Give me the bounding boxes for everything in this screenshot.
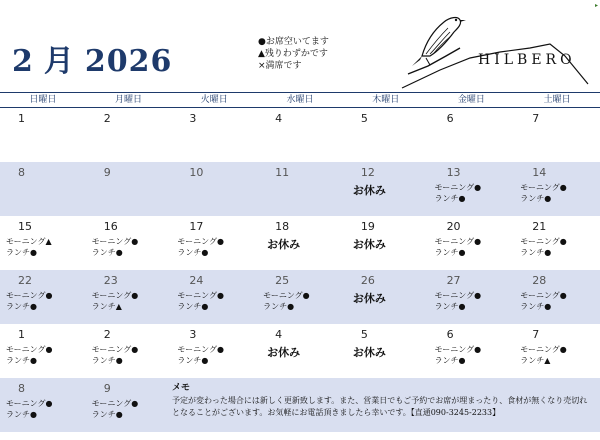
- day-cell[interactable]: [343, 270, 429, 324]
- day-number: 6: [446, 328, 454, 341]
- day-number: 26: [360, 274, 375, 287]
- day-number: 3: [189, 112, 197, 125]
- week-row: [0, 216, 600, 270]
- day-cell[interactable]: [257, 270, 343, 324]
- morning-availability: モーニング●: [6, 345, 53, 354]
- lunch-availability: ランチ●: [6, 356, 37, 365]
- morning-availability: モーニング●: [434, 291, 482, 300]
- weekday-mon: 月曜日: [115, 95, 143, 105]
- day-number: 24: [189, 274, 204, 287]
- lunch-availability: ランチ●: [520, 302, 552, 311]
- lunch-availability: ランチ●: [91, 248, 123, 257]
- day-number: 6: [446, 112, 454, 125]
- lunch-availability: ランチ●: [6, 302, 37, 311]
- morning-availability: モーニング▲: [6, 237, 52, 246]
- day-cell[interactable]: [171, 108, 257, 162]
- availability-legend: [258, 36, 329, 72]
- day-number: 9: [103, 166, 111, 179]
- morning-availability: モーニング●: [263, 291, 310, 300]
- week-row: [0, 378, 600, 432]
- day-number: 23: [103, 274, 118, 287]
- week-row: [0, 162, 600, 216]
- weekday-wed: 水曜日: [286, 95, 314, 105]
- morning-availability: モーニング●: [177, 345, 224, 354]
- legend-available: ●お席空いてます: [258, 37, 329, 47]
- week-row: [0, 324, 600, 378]
- day-cell[interactable]: [514, 324, 600, 378]
- closed-label: お休み: [352, 292, 386, 305]
- day-cell[interactable]: [257, 324, 343, 378]
- day-number: 4: [275, 328, 283, 341]
- day-cell[interactable]: [257, 162, 343, 216]
- day-number: 22: [18, 274, 32, 287]
- day-number: 19: [360, 220, 375, 233]
- day-cell[interactable]: [257, 108, 343, 162]
- memo-text: 予定が変わった場合には新しく更新致します。また、営業日でもご予約でお席が埋まったり、食材が無くなり売切れとなることがございます。お気軽にお電話頂きましたら幸いです。【直通090-3245-2233】: [172, 396, 588, 417]
- lunch-availability: ランチ●: [434, 248, 466, 257]
- lunch-availability: ランチ▲: [520, 356, 551, 365]
- weekday-fri: 金曜日: [457, 95, 485, 105]
- calendar-title: [12, 36, 172, 80]
- day-cell[interactable]: [171, 270, 257, 324]
- day-cell[interactable]: [86, 216, 172, 270]
- day-number: 15: [18, 220, 32, 233]
- lunch-availability: ランチ●: [434, 302, 466, 311]
- lunch-availability: ランチ●: [91, 356, 123, 365]
- day-cell[interactable]: [86, 324, 172, 378]
- day-number: 7: [532, 112, 540, 125]
- day-number: 27: [446, 274, 461, 287]
- lunch-availability: ランチ●: [177, 302, 209, 311]
- day-number: 10: [189, 166, 204, 179]
- day-number: 28: [532, 274, 547, 287]
- month-number: 2: [12, 44, 34, 79]
- morning-availability: モーニング●: [520, 237, 567, 246]
- legend-few-left: ▲残りわずかです: [258, 49, 328, 59]
- morning-availability: モーニング●: [177, 237, 224, 246]
- weekday-header: [0, 92, 600, 108]
- day-cell[interactable]: [0, 108, 86, 162]
- day-number: 8: [18, 166, 25, 179]
- day-number: 4: [275, 112, 283, 125]
- day-cell[interactable]: [86, 108, 172, 162]
- day-cell[interactable]: [514, 270, 600, 324]
- lunch-availability: ランチ●: [520, 194, 552, 203]
- closed-label: お休み: [352, 346, 386, 359]
- day-cell[interactable]: [514, 216, 600, 270]
- day-cell[interactable]: [86, 162, 172, 216]
- day-number: 8: [18, 382, 25, 395]
- day-cell[interactable]: [0, 270, 86, 324]
- day-cell[interactable]: [429, 324, 515, 378]
- day-cell[interactable]: [514, 108, 600, 162]
- day-cell[interactable]: [429, 162, 515, 216]
- day-cell[interactable]: [257, 216, 343, 270]
- lunch-availability: ランチ▲: [91, 302, 122, 311]
- lunch-availability: ランチ●: [263, 302, 295, 311]
- day-number: 12: [360, 166, 375, 179]
- day-cell[interactable]: [343, 162, 429, 216]
- closed-label: お休み: [267, 346, 301, 359]
- day-number: 1: [18, 328, 25, 341]
- lunch-availability: ランチ●: [520, 248, 552, 257]
- day-number: 7: [532, 328, 540, 341]
- day-number: 1: [18, 112, 25, 125]
- weekday-sun: 日曜日: [29, 95, 57, 105]
- lunch-availability: ランチ●: [6, 410, 37, 419]
- day-number: 16: [103, 220, 118, 233]
- logo-text: HILBERO: [478, 52, 576, 68]
- month-unit: 月: [43, 44, 75, 79]
- morning-availability: モーニング●: [434, 345, 482, 354]
- day-cell[interactable]: [171, 162, 257, 216]
- year: 2026: [84, 44, 173, 79]
- weekday-tue: 火曜日: [200, 95, 228, 105]
- lunch-availability: ランチ●: [434, 194, 466, 203]
- day-cell[interactable]: [429, 270, 515, 324]
- day-number: 21: [532, 220, 547, 233]
- morning-availability: モーニング●: [91, 291, 139, 300]
- morning-availability: モーニング●: [91, 399, 139, 408]
- day-cell[interactable]: [171, 216, 257, 270]
- day-cell[interactable]: [429, 108, 515, 162]
- weekday-sat: 土曜日: [543, 95, 571, 105]
- day-number: 18: [275, 220, 290, 233]
- day-number: 3: [189, 328, 197, 341]
- day-cell[interactable]: [343, 324, 429, 378]
- day-number: 13: [446, 166, 461, 179]
- day-cell[interactable]: [0, 162, 86, 216]
- lunch-availability: ランチ●: [434, 356, 466, 365]
- lunch-availability: ランチ●: [91, 410, 123, 419]
- bird-on-branch-mountain-logo: [400, 8, 590, 92]
- closed-label: お休み: [352, 238, 386, 251]
- lunch-availability: ランチ●: [177, 248, 209, 257]
- memo-area: [172, 380, 592, 419]
- morning-availability: モーニング●: [520, 291, 567, 300]
- lunch-availability: ランチ●: [6, 248, 37, 257]
- day-number: 14: [532, 166, 547, 179]
- day-cell[interactable]: [514, 162, 600, 216]
- day-cell[interactable]: [0, 324, 86, 378]
- day-number: 2: [103, 328, 111, 341]
- memo-label: メモ: [172, 383, 191, 393]
- weekday-thu: 木曜日: [372, 95, 400, 105]
- day-cell[interactable]: [343, 216, 429, 270]
- corner-mark: ▸: [594, 2, 598, 9]
- legend-full: ×満席です: [258, 61, 302, 71]
- morning-availability: モーニング●: [6, 291, 53, 300]
- lunch-availability: ランチ●: [177, 356, 209, 365]
- day-cell[interactable]: [171, 324, 257, 378]
- day-number: 17: [189, 220, 204, 233]
- day-cell[interactable]: [429, 216, 515, 270]
- day-number: 2: [103, 112, 111, 125]
- closed-label: お休み: [352, 184, 386, 197]
- day-number: 9: [103, 382, 111, 395]
- day-cell[interactable]: [343, 108, 429, 162]
- day-number: 5: [360, 112, 368, 125]
- morning-availability: モーニング●: [91, 237, 139, 246]
- day-number: 11: [275, 166, 290, 179]
- morning-availability: モーニング●: [434, 183, 482, 192]
- morning-availability: モーニング●: [177, 291, 224, 300]
- morning-availability: モーニング●: [6, 399, 53, 408]
- morning-availability: モーニング●: [434, 237, 482, 246]
- day-cell[interactable]: [86, 270, 172, 324]
- week-row: [0, 270, 600, 324]
- day-cell[interactable]: [0, 378, 86, 432]
- day-cell[interactable]: [0, 216, 86, 270]
- closed-label: お休み: [267, 238, 301, 251]
- day-cell[interactable]: [86, 378, 172, 432]
- morning-availability: モーニング●: [520, 345, 567, 354]
- morning-availability: モーニング●: [520, 183, 567, 192]
- day-number: 5: [360, 328, 368, 341]
- day-number: 25: [275, 274, 290, 287]
- week-row: [0, 108, 600, 162]
- day-number: 20: [446, 220, 461, 233]
- morning-availability: モーニング●: [91, 345, 139, 354]
- calendar-grid: [0, 92, 600, 432]
